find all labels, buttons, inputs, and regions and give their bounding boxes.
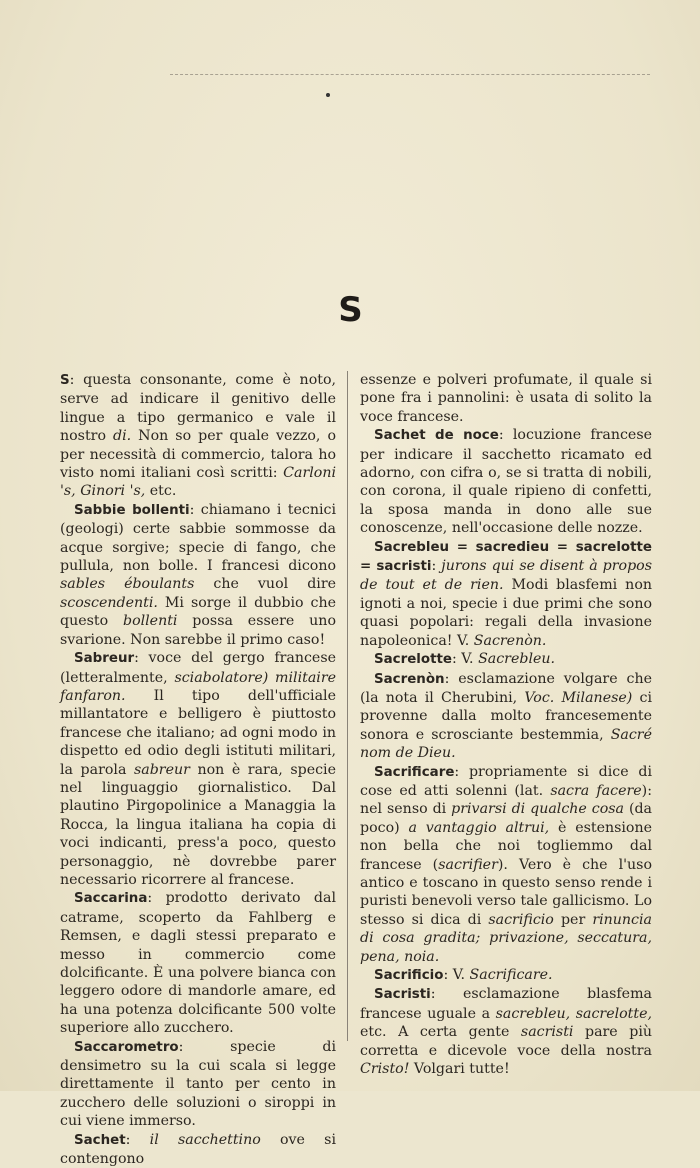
entry-text: Mi sorge il dubbio che questo	[60, 594, 336, 630]
dictionary-entry	[60, 1038, 336, 1131]
entry-text: : esclamazione volgare che (la nota il Cherubini,	[360, 670, 652, 706]
headword: Sacrificare	[374, 764, 455, 780]
entry-text: ): nel senso di	[360, 782, 652, 818]
dictionary-entry	[60, 649, 336, 889]
italic-text: jurons qui se disent à propos de tout et de rien.	[360, 558, 652, 594]
italic-text: sacrifier	[438, 856, 498, 873]
headword: Sachet	[74, 1132, 126, 1148]
italic-text: bollenti	[122, 613, 178, 630]
headword: S	[60, 373, 70, 388]
entry-text: : specie di densimetro su la cui scala si legge direttamente il tanto per cento in zucchero delle soluzioni o siroppi in cui viene immerso.	[60, 1038, 336, 1130]
ink-dot	[326, 93, 330, 97]
italic-text: a vantaggio altrui,	[408, 819, 550, 836]
entry-text: : V.	[451, 651, 479, 668]
entry-text: essenze e polveri profumate, il quale si pone fra i pannolini: è usata di solito la voce francese.	[360, 372, 652, 425]
entry-text: ). Vero è che l'uso antico e toscano in questo senso rende i puristi benevoli verso tale gallicismo. Lo stesso si dica di	[360, 856, 652, 928]
headword: Sacrificio	[374, 968, 444, 983]
entry-text: :	[125, 1131, 150, 1148]
entry-text: possa essere uno svarione. Non sarebbe il primo caso!	[60, 613, 336, 648]
headword: Sacrelotte	[374, 652, 452, 668]
italic-text: sacra facere	[550, 782, 642, 799]
italic-text: sciabolatore) militaire fanfaron.	[60, 669, 336, 704]
entry-text: etc. A certa gente	[360, 1024, 521, 1041]
headword: Saccarometro	[74, 1039, 179, 1055]
italic-text: il sacchettino	[149, 1131, 261, 1148]
italic-text: rinuncia di cosa gradita; privazione, seccatura, pena, noia.	[360, 911, 653, 965]
italic-text: sacristi	[520, 1024, 574, 1041]
entry-text: non è rara, specie nel linguaggio giornalistico. Dal plautino Pirgopolinice a Managgia la Rocca, la lingua italiana ha copia di voci indicanti, press'a poco, questo personaggio, nè dovrebbe parer necessario ricorrere al francese.	[60, 761, 336, 888]
dictionary-entry	[360, 985, 652, 1078]
right-column	[360, 371, 652, 1078]
headword: Sacrenòn	[374, 671, 445, 687]
entry-text: ove si contengono	[60, 1131, 336, 1168]
entry-text: Non so per quale vezzo, o per necessità di commercio, talora ho visto nomi italiani così scritti:	[60, 428, 336, 482]
headword: Saccarina	[74, 891, 148, 907]
entry-text: : locuzione francese per indicare il sacchetto ricamato ed adorno, con cifra o, se si tratta di nobili, con corona, il quale ripieno di confetti, la sposa manda in dono alle sue conoscenze, nell'occasione delle nozze.	[360, 427, 652, 537]
entry-text: è estensione non bella che noi togliemmo dal francese (	[360, 819, 653, 873]
dictionary-entry	[360, 426, 652, 537]
entry-text: : chiamano i tecnici (geologi) certe sabbie sommosse da acque sorgive; specie di fango, che pullula, non bolle. I francesi dicono	[60, 501, 336, 575]
entry-text: per	[553, 911, 593, 928]
entry-text: : prodotto derivato dal catrame, scoperto da Fahlberg e Remsen, e dagli stessi preparato e messo in commercio come dolcificante. È una polvere bianca con leggero odore di mandorle amare, ed ha una potenza dolcificante 500 volte superiore allo zucchero.	[60, 890, 336, 1037]
dictionary-entry	[60, 371, 336, 501]
entry-text: Volgari tutte!	[409, 1061, 510, 1078]
italic-text: Sacrenòn.	[473, 632, 547, 649]
dictionary-entry	[360, 763, 652, 966]
italic-text: Voc. Milanese)	[524, 689, 633, 706]
italic-text: sacrificio	[488, 911, 554, 928]
header-rule	[170, 74, 650, 75]
dictionary-entry	[60, 889, 336, 1037]
headword: Sabbie bollenti	[74, 502, 190, 518]
italic-text: scoscendenti.	[60, 594, 158, 611]
italic-text: Sacré nom de Dieu.	[360, 726, 652, 762]
entry-text: che vuol dire	[194, 576, 336, 593]
entry-text: (da poco)	[360, 801, 653, 836]
italic-text: Carloni 's, Ginori 's,	[60, 465, 336, 500]
entry-text: :	[431, 558, 442, 575]
italic-text: di.	[113, 428, 132, 445]
entry-text: : propriamente si dice di cose ed atti solenni (lat.	[360, 763, 652, 799]
italic-text: Sacrebleu.	[478, 651, 556, 668]
italic-text: sacrebleu, sacrelotte,	[495, 1005, 652, 1022]
dictionary-entry	[360, 650, 652, 669]
dictionary-entry	[360, 966, 652, 985]
dictionary-entry	[60, 501, 336, 649]
headword: Sacristi	[374, 987, 431, 1003]
entry-text: ci provenne dalla molto francesemente sonora e scrosciante bestemmia,	[360, 689, 652, 743]
dictionary-entry	[360, 538, 652, 650]
headword: Sachet de noce	[374, 428, 499, 444]
italic-text: Sacrificare.	[469, 967, 553, 983]
entry-text: : questa consonante, come è noto, serve ad indicare il genitivo delle lingue a tipo germanico e vale il nostro	[60, 372, 336, 445]
italic-text: Cristo!	[360, 1061, 410, 1078]
dictionary-entry	[360, 371, 652, 426]
entry-text: : V.	[443, 967, 470, 983]
italic-text: sabreur	[133, 761, 190, 778]
headword: Sabreur	[74, 651, 135, 667]
entry-text: pare più corretta e dicevole voce della nostra	[360, 1024, 652, 1059]
entry-text: Il tipo dell'ufficiale millantatore e belligero è piuttosto francese che italiano; ad ogni modo in dispetto ed odio degli istituti militari, la parola	[60, 687, 336, 778]
italic-text: sables éboulants	[60, 576, 195, 593]
entry-text: etc.	[145, 483, 177, 500]
section-letter: S	[338, 290, 362, 330]
column-divider	[347, 371, 348, 1041]
entry-text: : esclamazione blasfema francese uguale a	[360, 986, 652, 1022]
italic-text: privarsi di qualche cosa	[451, 801, 624, 818]
entry-text: : voce del gergo francese (letteralmente,	[60, 650, 336, 686]
dictionary-entry	[360, 670, 652, 763]
dictionary-entry	[60, 1131, 336, 1168]
left-column	[60, 371, 336, 1168]
headword: Sacrebleu = sacredieu = sacrelotte = sacristi	[360, 539, 652, 575]
entry-text: Modi blasfemi non ignoti a noi, specie i due primi che sono quasi popolari: regali della invasione napoleonica! V.	[360, 577, 652, 649]
